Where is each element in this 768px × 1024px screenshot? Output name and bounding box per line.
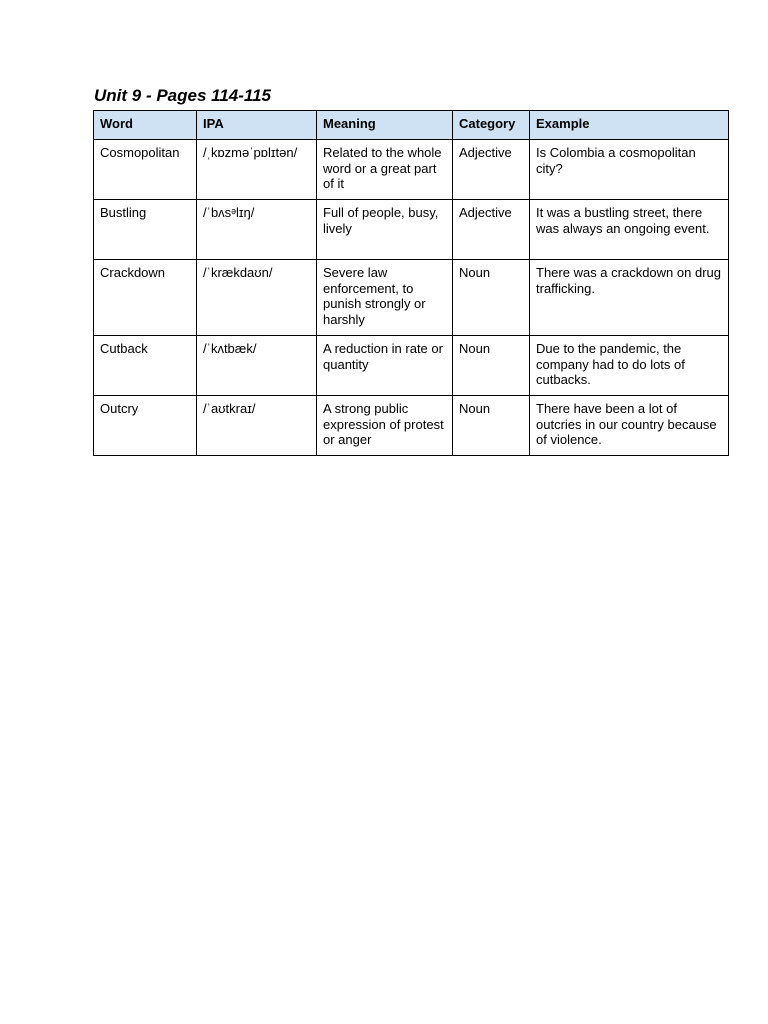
cell-category [453, 336, 530, 396]
cell-category [453, 140, 530, 200]
example-text: There have been a lot of outcries in our country because of violence. [536, 401, 717, 447]
ipa-text: /ˈkʌtbæk/ [203, 341, 257, 356]
page-title: Unit 9 - Pages 114-115 [94, 86, 272, 105]
word-text: Crackdown [100, 265, 166, 280]
cell-meaning [317, 336, 453, 396]
example-text: It was a bustling street, there was always an ongoing event. [536, 205, 710, 236]
vocabulary-table [93, 110, 729, 456]
example-text: There was a crackdown on drug trafficking. [536, 265, 721, 296]
header-word-label: Word [100, 116, 133, 131]
table-row [94, 336, 729, 396]
ipa-text: /ˌkɒzməˈpɒlɪtən/ [203, 145, 298, 160]
category-text: Adjective [459, 205, 512, 220]
word-text: Cosmopolitan [100, 145, 180, 160]
header-meaning-label: Meaning [323, 116, 376, 131]
ipa-text: /ˈaʊtkraɪ/ [203, 401, 256, 416]
cell-ipa [197, 200, 317, 260]
table-body [94, 140, 729, 456]
cell-meaning [317, 200, 453, 260]
example-text: Is Colombia a cosmopolitan city? [536, 145, 696, 176]
cell-category [453, 260, 530, 336]
header-example [530, 111, 729, 140]
word-text: Outcry [100, 401, 139, 416]
table-row [94, 140, 729, 200]
category-text: Noun [459, 265, 491, 280]
ipa-text: /ˈkrækdaʊn/ [203, 265, 273, 280]
cell-word [94, 336, 197, 396]
table-header [94, 111, 729, 140]
meaning-text: Related to the whole word or a great part of it [323, 145, 442, 191]
cell-word [94, 200, 197, 260]
example-text: Due to the pandemic, the company had to do lots of cutbacks. [536, 341, 685, 387]
cell-ipa [197, 140, 317, 200]
cell-meaning [317, 396, 453, 456]
word-text: Bustling [100, 205, 147, 220]
meaning-text: A strong public expression of protest or anger [323, 401, 444, 447]
header-example-label: Example [536, 116, 590, 131]
cell-example [530, 336, 729, 396]
header-ipa-label: IPA [203, 116, 224, 131]
meaning-text: A reduction in rate or quantity [323, 341, 443, 372]
cell-word [94, 260, 197, 336]
header-ipa [197, 111, 317, 140]
cell-example [530, 140, 729, 200]
header-category [453, 111, 530, 140]
header-meaning [317, 111, 453, 140]
category-text: Adjective [459, 145, 512, 160]
meaning-text: Severe law enforcement, to punish strongly or harshly [323, 265, 426, 327]
cell-ipa [197, 396, 317, 456]
table-row [94, 200, 729, 260]
header-word [94, 111, 197, 140]
category-text: Noun [459, 341, 491, 356]
cell-meaning [317, 260, 453, 336]
cell-category [453, 200, 530, 260]
table-header-row [94, 111, 729, 140]
table-row [94, 260, 729, 336]
cell-ipa [197, 336, 317, 396]
table-row [94, 396, 729, 456]
cell-word [94, 396, 197, 456]
cell-meaning [317, 140, 453, 200]
cell-example [530, 396, 729, 456]
cell-example [530, 260, 729, 336]
word-text: Cutback [100, 341, 148, 356]
ipa-text: /ˈbʌsᵊlɪŋ/ [203, 205, 255, 220]
cell-example [530, 200, 729, 260]
header-category-label: Category [459, 116, 516, 131]
cell-category [453, 396, 530, 456]
cell-ipa [197, 260, 317, 336]
meaning-text: Full of people, busy, lively [323, 205, 439, 236]
category-text: Noun [459, 401, 491, 416]
cell-word [94, 140, 197, 200]
